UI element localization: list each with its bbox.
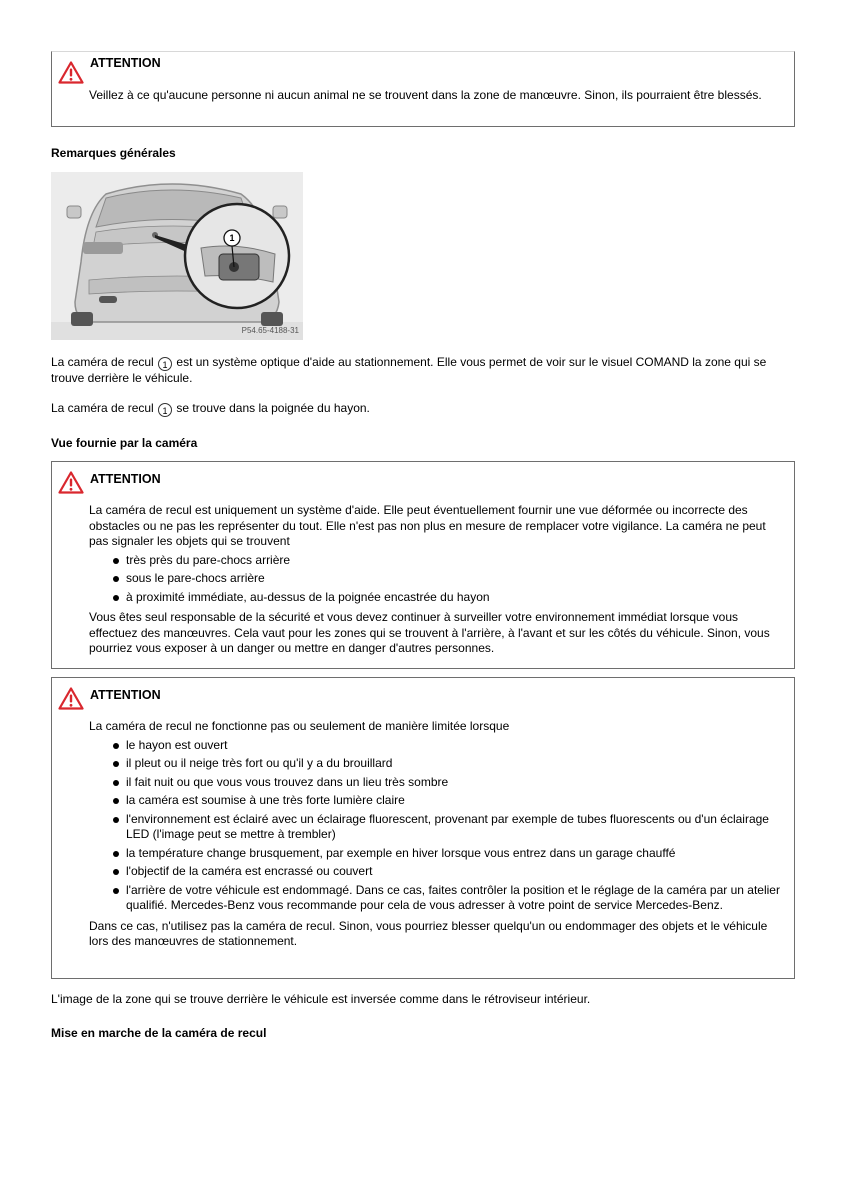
section-heading-camera-view: Vue fournie par la caméra: [51, 436, 198, 450]
warning-triangle-icon: [58, 61, 84, 84]
list-item: l'objectif de la caméra est encrassé ou couvert: [89, 864, 786, 880]
warning-outro: Vous êtes seul responsable de la sécurité et vous devez continuer à surveiller votre environnement immédiat lorsque vous effectuez des manœuvres. Cela vaut pour les zones qui se trouvent à l'arrière, à l'avant et sur les côtés du véhicule. Sinon, vous pourriez vous exposer à un danger ou mettre en danger d'autres personnes.: [89, 610, 770, 655]
callout-1-icon: 1: [158, 357, 172, 371]
list-item: le hayon est ouvert: [89, 738, 786, 754]
warning-text: Veillez à ce qu'aucune personne ni aucun animal ne se trouvent dans la zone de manœuvre. Sinon, ils pourraient être blessés.: [89, 88, 762, 102]
paragraph-inverted-image: L'image de la zone qui se trouve derrière le véhicule est inversée comme dans le rétroviseur intérieur.: [51, 992, 591, 1006]
callout-1-icon: 1: [158, 403, 172, 417]
warning-title: ATTENTION: [90, 472, 161, 486]
list-item: très près du pare-chocs arrière: [89, 553, 786, 569]
warning-title: ATTENTION: [90, 688, 161, 702]
warning-triangle-icon: [58, 471, 84, 494]
list-item: il pleut ou il neige très fort ou qu'il y a du brouillard: [89, 756, 786, 772]
list-item: l'environnement est éclairé avec un éclairage fluorescent, provenant par exemple de tubes fluorescents ou d'un éclairage LED (l'image peut se mettre à trembler): [89, 812, 786, 843]
list-item: il fait nuit ou que vous vous trouvez dans un lieu très sombre: [89, 775, 786, 791]
callout-number: 1: [229, 233, 235, 243]
figure-code: P54.65-4188-31: [241, 325, 299, 335]
warning-outro: Dans ce cas, n'utilisez pas la caméra de recul. Sinon, vous pourriez blesser quelqu'un ou endommager des objets et le véhicule lors des manœuvres de stationnement.: [89, 918, 768, 948]
list-item: l'arrière de votre véhicule est endommagé. Dans ce cas, faites contrôler la position et le réglage de la caméra par un atelier qualifié. Mercedes-Benz vous recommande pour cela de vous adresser à votre point de service Mercedes-Benz.: [89, 883, 786, 914]
list-item: la température change brusquement, par exemple en hiver lorsque vous entrez dans un garage chauffé: [89, 846, 786, 862]
rear-camera-figure: [51, 172, 303, 340]
warning-intro: La caméra de recul est uniquement un système d'aide. Elle peut éventuellement fournir une vue déformée ou incorrecte des obstacles ou ne pas les représenter du tout. Elle n'est pas non plus en mesure de remplacer votre vigilance. La caméra ne peut pas signaler les objets qui se trouvent: [89, 503, 766, 548]
warning-triangle-icon: [58, 687, 84, 710]
list-item: la caméra est soumise à une très forte lumière claire: [89, 793, 786, 809]
section-heading-switch-on-camera: Mise en marche de la caméra de recul: [51, 1026, 267, 1040]
paragraph-camera-location: La caméra de recul 1 se trouve dans la poignée du hayon.: [51, 401, 370, 416]
list-item: à proximité immédiate, au-dessus de la poignée encastrée du hayon: [89, 590, 786, 606]
list-item: sous le pare-chocs arrière: [89, 571, 786, 587]
section-heading-general-remarks: Remarques générales: [51, 146, 176, 160]
warning-intro: La caméra de recul ne fonctionne pas ou seulement de manière limitée lorsque: [89, 719, 510, 733]
warning-box-maneuver-zone: [51, 51, 795, 127]
paragraph-camera-description: La caméra de recul 1 est un système optique d'aide au stationnement. Elle vous permet de voir sur le visuel COMAND la zone qui se trouve derrière le véhicule.: [51, 355, 767, 385]
car-rear-illustration: [51, 172, 303, 340]
warning-box-limited-function: [51, 677, 795, 979]
warning-title: ATTENTION: [90, 56, 161, 70]
warning-box-assist-system: [51, 461, 795, 669]
